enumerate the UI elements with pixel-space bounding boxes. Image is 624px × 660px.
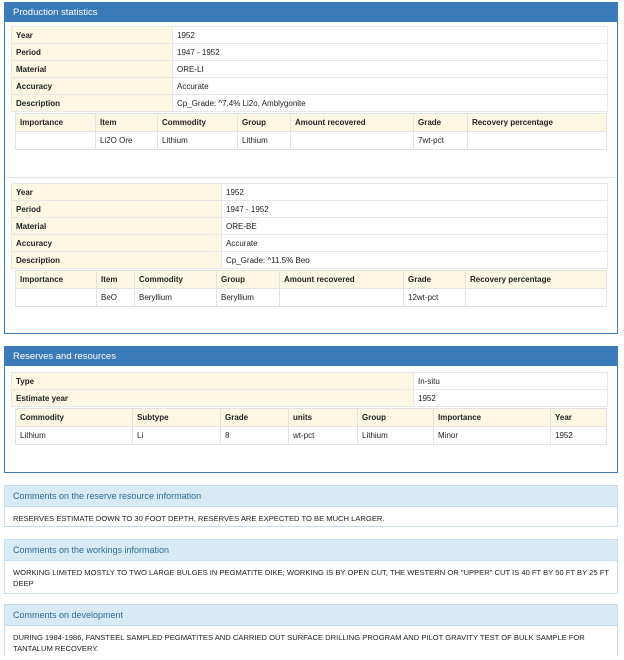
reserves-table	[15, 408, 607, 445]
production-record-2-fields	[11, 183, 608, 269]
table-header-row	[16, 271, 607, 289]
field-value: 1952	[222, 184, 608, 201]
column-header: Item	[96, 114, 158, 132]
table-cell: 7wt-pct	[414, 132, 468, 150]
field-key: Period	[12, 44, 173, 61]
field-row	[12, 61, 608, 78]
field-value: 1952	[414, 390, 608, 407]
field-value: 1947 - 1952	[222, 201, 608, 218]
comments-panel-title: Comments on the reserve resource information	[5, 486, 617, 507]
field-value: Cp_Grade: ^11.5% Beo	[222, 252, 608, 269]
table-cell: Minor	[434, 427, 551, 445]
column-header: Commodity	[16, 409, 133, 427]
field-value: ORE-LI	[173, 61, 608, 78]
field-row	[12, 44, 608, 61]
comments-workings-panel	[4, 539, 618, 594]
table-cell	[16, 132, 96, 150]
column-header: Recovery percentage	[466, 271, 607, 289]
comments-panel-body: RESERVES ESTIMATE DOWN TO 30 FOOT DEPTH, RESERVES ARE EXPECTED TO BE MUCH LARGER.	[13, 514, 385, 523]
column-header: Item	[97, 271, 135, 289]
field-key: Accuracy	[12, 78, 173, 95]
field-value: 1952	[173, 27, 608, 44]
field-key: Period	[12, 201, 222, 218]
column-header: Importance	[16, 114, 96, 132]
field-row	[12, 373, 608, 390]
field-row	[12, 27, 608, 44]
field-value: In-situ	[414, 373, 608, 390]
table-cell: BeO	[97, 289, 135, 307]
field-row	[12, 218, 608, 235]
reserves-fields	[11, 372, 608, 407]
production-record-2-table	[15, 270, 607, 307]
table-cell: Li2O Ore	[96, 132, 158, 150]
column-header: Grade	[414, 114, 468, 132]
field-key: Type	[12, 373, 414, 390]
table-cell	[16, 289, 97, 307]
table-cell	[466, 289, 607, 307]
column-header: Commodity	[135, 271, 217, 289]
table-cell: Beryllium	[217, 289, 280, 307]
comments-panel-body: WORKING LIMITED MOSTLY TO TWO LARGE BULGES IN PEGMATITE DIKE; WORKING IS BY OPEN CUT, THE WESTERN OR "UPPER" CUT IS 40 FT BY 50 FT BY 25 FT DEEP	[13, 568, 609, 588]
field-key: Year	[12, 184, 222, 201]
column-header: Grade	[221, 409, 289, 427]
table-row	[16, 132, 607, 150]
table-cell: Lithium	[158, 132, 238, 150]
column-header: Year	[551, 409, 607, 427]
column-header: Group	[217, 271, 280, 289]
table-cell: Lithium	[358, 427, 434, 445]
reserves-resources-title: Reserves and resources	[5, 347, 617, 366]
table-cell: Lithium	[238, 132, 291, 150]
column-header: Group	[238, 114, 291, 132]
field-value: 1947 - 1952	[173, 44, 608, 61]
column-header: Importance	[16, 271, 97, 289]
production-record-1-fields	[11, 26, 608, 112]
field-key: Accuracy	[12, 235, 222, 252]
field-row	[12, 235, 608, 252]
comments-panel-title: Comments on development	[5, 605, 617, 626]
field-key: Year	[12, 27, 173, 44]
table-cell: Beryllium	[135, 289, 217, 307]
field-key: Estimate year	[12, 390, 414, 407]
field-key: Description	[12, 252, 222, 269]
production-record-1-table	[15, 113, 607, 150]
table-cell: 1952	[551, 427, 607, 445]
field-key: Material	[12, 61, 173, 78]
table-header-row	[16, 409, 607, 427]
field-row	[12, 390, 608, 407]
field-row	[12, 201, 608, 218]
comments-panel-title: Comments on the workings information	[5, 540, 617, 561]
comments-development-panel	[4, 604, 618, 656]
comments-panel-body: DURING 1984-1986, FANSTEEL SAMPLED PEGMATITES AND CARRIED OUT SURFACE DRILLING PROGRAM AND PILOT GRAVITY TEST OF BULK SAMPLE FOR TANTALUM RECOVERY.	[13, 633, 585, 653]
field-row	[12, 252, 608, 269]
table-row	[16, 427, 607, 445]
column-header: Subtype	[133, 409, 221, 427]
column-header: Recovery percentage	[468, 114, 607, 132]
column-header: Amount recovered	[291, 114, 414, 132]
table-cell	[291, 132, 414, 150]
record-divider	[5, 177, 617, 178]
production-statistics-title: Production statistics	[5, 3, 617, 22]
comments-reserve-resource-panel	[4, 485, 618, 527]
table-cell: wt-pct	[289, 427, 358, 445]
field-row	[12, 95, 608, 112]
field-value: Accurate	[222, 235, 608, 252]
table-row	[16, 289, 607, 307]
column-header: Importance	[434, 409, 551, 427]
table-cell: Li	[133, 427, 221, 445]
field-value: Accurate	[173, 78, 608, 95]
column-header: Grade	[404, 271, 466, 289]
table-cell: 8	[221, 427, 289, 445]
column-header: Commodity	[158, 114, 238, 132]
field-value: Cp_Grade: ^7.4% Li2o, Amblygonite	[173, 95, 608, 112]
table-cell: Lithium	[16, 427, 133, 445]
field-key: Material	[12, 218, 222, 235]
column-header: Amount recovered	[280, 271, 404, 289]
column-header: Group	[358, 409, 434, 427]
field-value: ORE-BE	[222, 218, 608, 235]
field-key: Description	[12, 95, 173, 112]
table-cell	[280, 289, 404, 307]
column-header: units	[289, 409, 358, 427]
field-row	[12, 78, 608, 95]
table-cell	[468, 132, 607, 150]
field-row	[12, 184, 608, 201]
table-header-row	[16, 114, 607, 132]
table-cell: 12wt-pct	[404, 289, 466, 307]
